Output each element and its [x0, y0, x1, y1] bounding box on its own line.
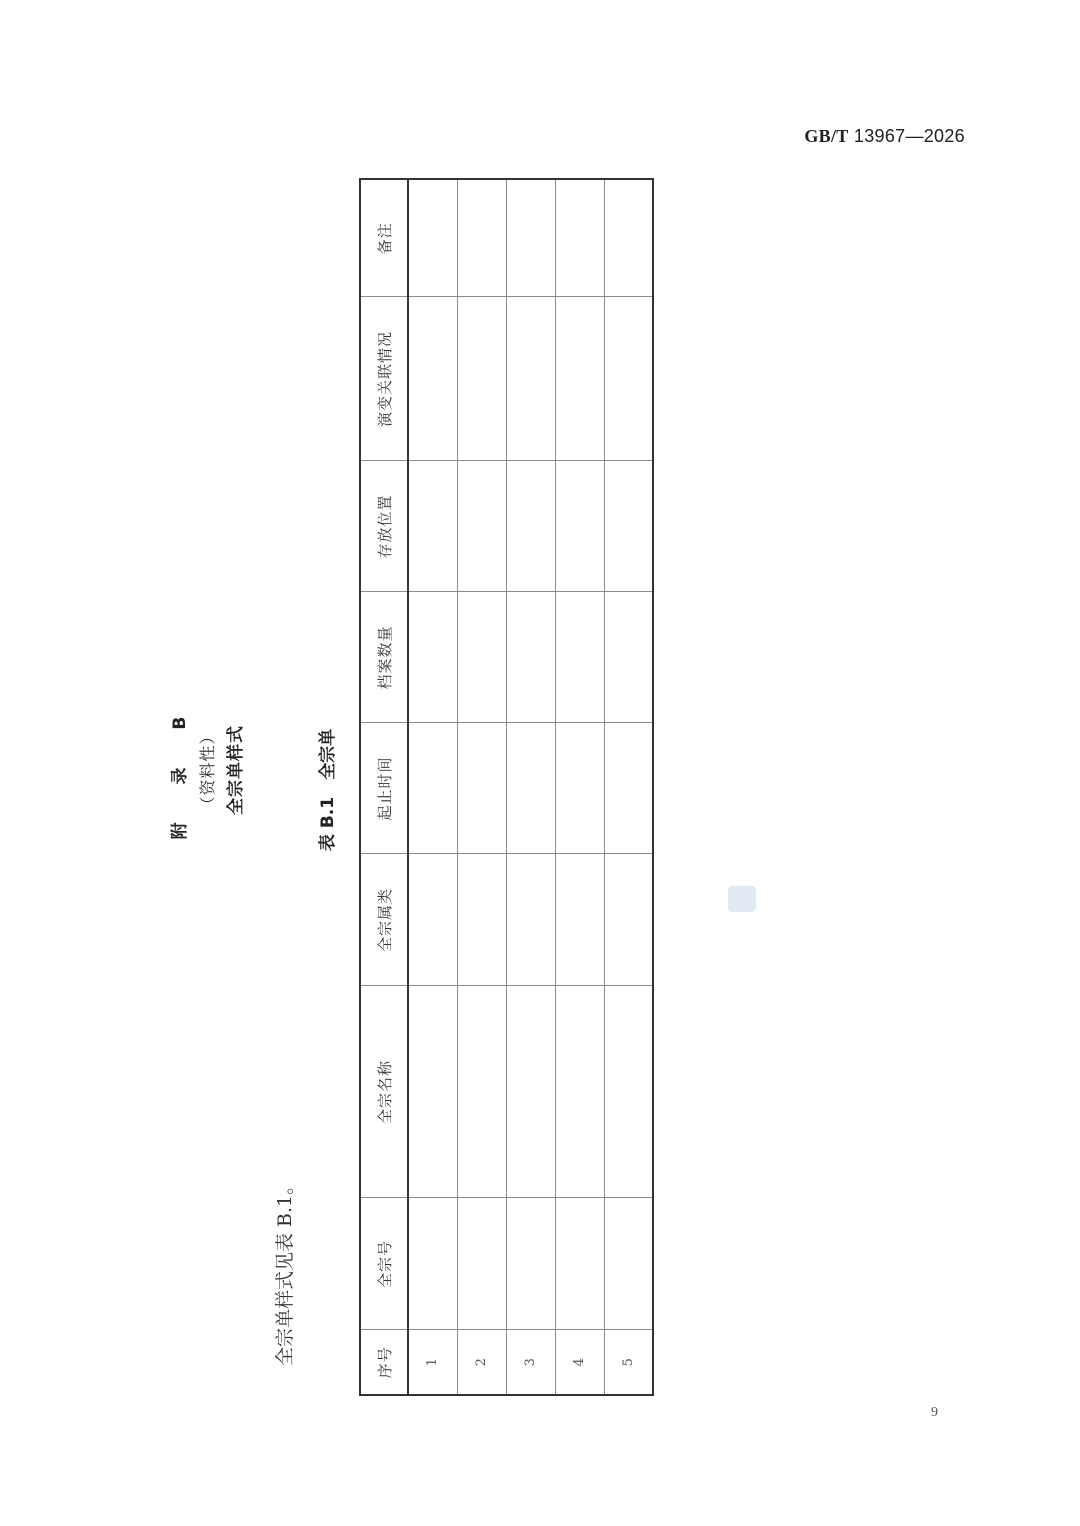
column-header: 全宗名称	[360, 986, 408, 1198]
table-cell	[506, 1198, 555, 1330]
fonds-list-table	[359, 178, 654, 1396]
standard-prefix: GB/T	[804, 126, 849, 146]
table-cell	[408, 854, 457, 986]
table-cell	[457, 297, 506, 461]
watermark-logo-icon	[728, 886, 756, 912]
table-row	[506, 179, 555, 1395]
column-header: 全宗属类	[360, 854, 408, 986]
appendix-title: 附 录 B	[170, 700, 190, 840]
table-cell	[457, 461, 506, 592]
table-cell	[604, 297, 653, 461]
table-caption: 表 B.1 全宗单	[318, 728, 338, 852]
table-cell	[604, 854, 653, 986]
intro-text: 全宗单样式见表 B.1。	[274, 1175, 296, 1366]
table-cell	[457, 723, 506, 854]
table-cell	[408, 179, 457, 297]
table-cell	[408, 723, 457, 854]
standard-number	[804, 126, 965, 147]
row-index: 4	[555, 1330, 604, 1395]
table-cell	[506, 461, 555, 592]
column-header: 全宗号	[360, 1198, 408, 1330]
table-row	[408, 179, 457, 1395]
column-header: 备注	[360, 179, 408, 297]
table-cell	[604, 723, 653, 854]
table-cell	[555, 1198, 604, 1330]
row-index: 2	[457, 1330, 506, 1395]
row-index: 5	[604, 1330, 653, 1395]
table-cell	[506, 297, 555, 461]
appendix-name: 全宗单样式	[226, 725, 246, 815]
table-cell	[555, 461, 604, 592]
column-header: 档案数量	[360, 592, 408, 723]
table-cell	[457, 179, 506, 297]
rotated-table-wrapper	[359, 180, 654, 1396]
table-cell	[604, 179, 653, 297]
table-row	[457, 179, 506, 1395]
table-cell	[457, 1198, 506, 1330]
standard-code: 13967—2026	[853, 126, 965, 146]
table-cell	[555, 297, 604, 461]
table-cell	[506, 723, 555, 854]
table-cell	[408, 461, 457, 592]
table-cell	[555, 854, 604, 986]
table-row	[604, 179, 653, 1395]
appendix-nature: （资料性）	[198, 727, 217, 813]
table-cell	[555, 179, 604, 297]
table-row	[555, 179, 604, 1395]
table-cell	[506, 986, 555, 1198]
table-cell	[506, 592, 555, 723]
table-cell	[408, 297, 457, 461]
table-cell	[408, 1198, 457, 1330]
table-cell	[457, 986, 506, 1198]
table-cell	[604, 986, 653, 1198]
table-cell	[457, 592, 506, 723]
page-number: 9	[931, 1405, 938, 1420]
table-cell	[604, 1198, 653, 1330]
table-cell	[604, 592, 653, 723]
table-cell	[555, 592, 604, 723]
table-cell	[506, 854, 555, 986]
column-header: 序号	[360, 1330, 408, 1395]
table-cell	[408, 592, 457, 723]
table-cell	[604, 461, 653, 592]
table-header-row	[360, 179, 408, 1395]
table-cell	[555, 986, 604, 1198]
column-header: 起止时间	[360, 723, 408, 854]
table-cell	[408, 986, 457, 1198]
table-cell	[457, 854, 506, 986]
row-index: 1	[408, 1330, 457, 1395]
row-index: 3	[506, 1330, 555, 1395]
column-header: 存放位置	[360, 461, 408, 592]
table-cell	[555, 723, 604, 854]
column-header: 演变关联情况	[360, 297, 408, 461]
appendix-heading	[166, 560, 256, 980]
table-cell	[506, 179, 555, 297]
